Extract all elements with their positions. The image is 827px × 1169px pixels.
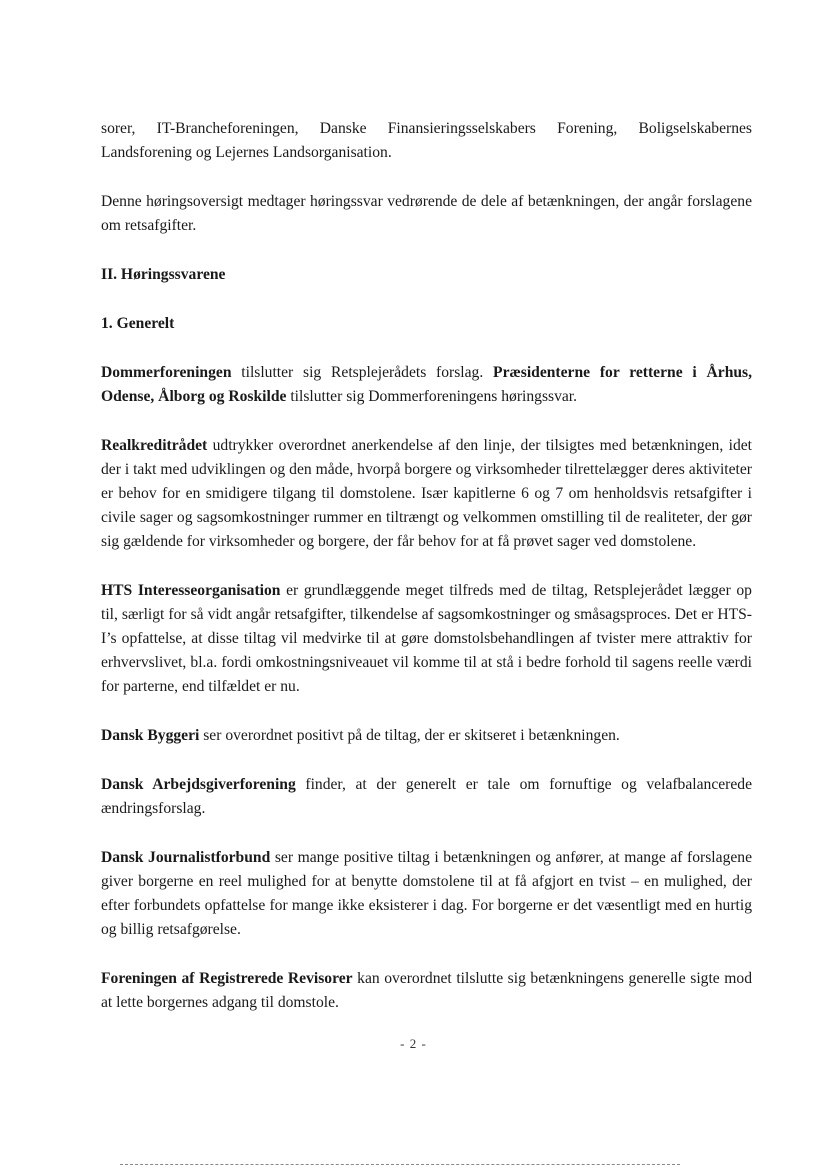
- scan-edge-line: [120, 1164, 680, 1165]
- paragraph-consulted-parties: [101, 117, 752, 165]
- paragraph-dommerforeningen: [101, 361, 752, 409]
- organization-name: Dansk Byggeri: [101, 727, 200, 744]
- paragraph-text: kan overordnet tilslutte sig betænkningens generelle sigte mod at lette borgernes adgang til domstole.: [101, 970, 752, 1011]
- paragraph-text: Denne høringsoversigt medtager høringssvar vedrørende de dele af betænkningen, der angår forslagene om retsafgifter.: [101, 193, 752, 234]
- paragraph-text: ser overordnet positivt på de tiltag, der er skitseret i betænkningen.: [199, 727, 620, 744]
- paragraph-dansk-journalistforbund: [101, 846, 752, 942]
- section-heading-hoeringssvarene: II. Høringssvarene: [101, 266, 226, 283]
- subsection-heading-generelt: 1. Generelt: [101, 315, 175, 332]
- paragraph-text: ser mange positive tiltag i betænkningen og anfører, at mange af forslagene giver borgerne en reel mulighed for at benytte domstolene til at få afgjort en tvist – en mulighed, der efter forbundets opfattelse for mange ikke eksisterer i dag. For borgerne er det væsentligt med en hurtig og billig retsafgørelse.: [101, 849, 753, 938]
- paragraph-scope: [101, 190, 752, 238]
- paragraph-text: er grundlæggende meget tilfreds med de tiltag, Retsplejerådet lægger op til, særligt for så vidt angår retsafgifter, tilkendelse af sagsomkostninger og småsagsproces. Det er HTS-I’s opfattelse, at disse tiltag vil medvirke til at gøre domstolsbehandlingen af tvister mere attraktiv for erhvervslivet, bl.a. fordi omkostningsniveauet vil komme til at stå i bedre forhold til sagens reelle værdi for parterne, end tilfældet er nu.: [101, 582, 752, 695]
- organization-name: HTS Interesseorganisation: [101, 582, 281, 599]
- document-body: [101, 117, 752, 1040]
- paragraph-registrerede-revisorer: [101, 967, 752, 1015]
- paragraph-text: sorer, IT-Brancheforeningen, Danske Finansieringsselskabers Forening, Boligselskabernes Landsforening og Lejernes Landsorganisation.: [101, 120, 752, 161]
- paragraph-text: tilslutter sig Retsplejerådets forslag.: [231, 364, 494, 381]
- paragraph-dansk-byggeri: [101, 724, 752, 748]
- page-number: - 2 -: [400, 1036, 427, 1051]
- organization-name: Realkreditrådet: [101, 437, 208, 454]
- organization-name: Præsidenterne for retterne i Århus, Odense, Ålborg og Roskilde: [101, 364, 753, 405]
- paragraph-hts: [101, 579, 752, 699]
- paragraph-realkreditraadet: [101, 434, 752, 554]
- organization-name: Dansk Arbejdsgiverforening: [101, 776, 296, 793]
- paragraph-text: udtrykker overordnet anerkendelse af den linje, der tilsigtes med betænkningen, idet der i takt med udviklingen og den måde, hvorpå borgere og virksomheder tilrettelægger deres aktiviteter er behov for en smidigere tilgang til domstolene. Især kapitlerne 6 og 7 om henholdsvis retsafgifter i civile sager og sagsomkostninger rummer en tiltrængt og velkommen omstilling til de realiteter, der gør sig gældende for virksomheder og borgere, der får behov for at få prøvet sager ved domstolene.: [101, 437, 752, 550]
- organization-name: Foreningen af Registrerede Revisorer: [101, 970, 353, 987]
- organization-name: Dommerforeningen: [101, 364, 232, 381]
- organization-name: Dansk Journalistforbund: [101, 849, 271, 866]
- paragraph-dansk-arbejdsgiverforening: [101, 773, 752, 821]
- paragraph-text: finder, at der generelt er tale om fornuftige og velafbalancerede ændringsforslag.: [101, 776, 752, 817]
- paragraph-text: tilslutter sig Dommerforeningens høringssvar.: [286, 388, 578, 405]
